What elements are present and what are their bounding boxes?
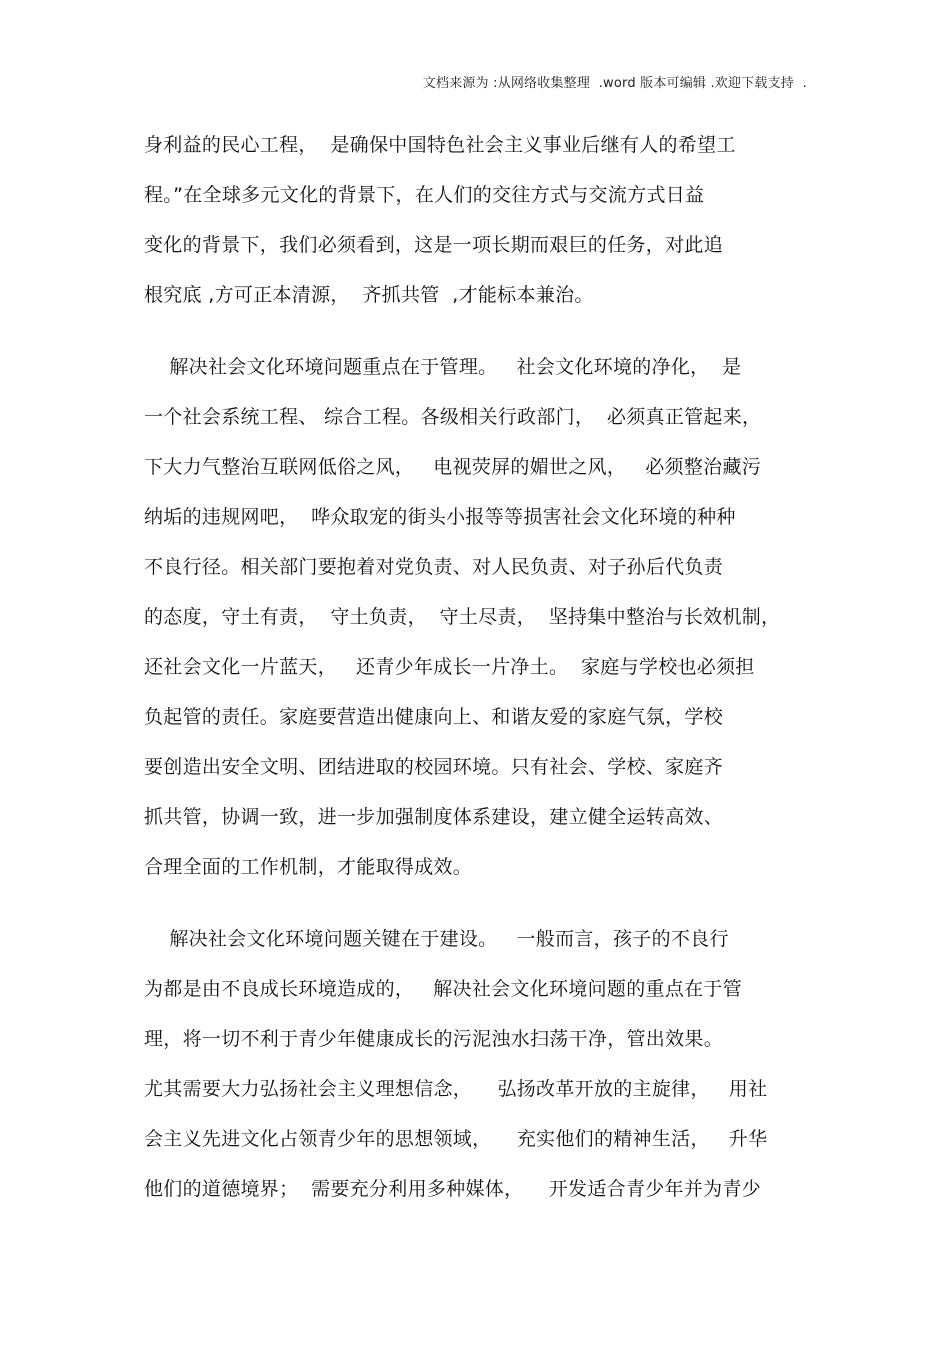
text-line: 变化的背景下，我们必须看到，这是一项长期而艰巨的任务，对此追 — [144, 234, 724, 256]
text-line: 解决社会文化环境问题重点在于管理。 社会文化环境的净化， 是 — [144, 356, 742, 378]
text-line: 为都是由不良成长环境造成的， 解决社会文化环境问题的重点在于管 — [144, 978, 743, 1000]
text-line: 要创造出安全文明、团结进取的校园环境。只有社会、学校、家庭齐 — [144, 756, 724, 778]
paragraph-gap — [144, 328, 806, 350]
text-line: 不良行径。相关部门要抱着对党负责、对人民负责、对子孙后代负责 — [144, 556, 724, 578]
text-line: 解决社会文化环境问题关键在于建设。 一般而言，孩子的不良行 — [144, 928, 729, 950]
text-line: 程。”在全球多元文化的背景下，在人们的交往方式与交流方式日益 — [144, 184, 705, 206]
text-line: 身利益的民心工程， 是确保中国特色社会主义事业后继有人的希望工 — [144, 134, 736, 156]
text-line: 负起管的责任。家庭要营造出健康向上、和谐友爱的家庭气氛，学校 — [144, 706, 724, 728]
text-line: 合理全面的工作机制，才能取得成效。 — [144, 856, 473, 878]
text-line: 他们的道德境界； 需要充分利用多种媒体， 开发适合青少年并为青少 — [144, 1178, 762, 1200]
source-note-header: 文档来源为 :从网络收集整理 .word 版本可编辑 .欢迎下载支持 . — [422, 76, 807, 91]
text-line: 抓共管，协调一致，进一步加强制度体系建设，建立健全运转高效、 — [144, 806, 724, 828]
document-body — [144, 128, 806, 1222]
text-line: 下大力气整治互联网低俗之风， 电视荧屏的媚世之风， 必须整治藏污 — [144, 456, 762, 478]
text-line: 会主义先进文化占领青少年的思想领域， 充实他们的精神生活， 升华 — [144, 1128, 768, 1150]
text-line: 纳垢的违规网吧， 哗众取宠的街头小报等等损害社会文化环境的种种 — [144, 506, 736, 528]
paragraph-3 — [144, 922, 806, 1222]
paragraph-1 — [144, 128, 806, 328]
paragraph-2 — [144, 350, 806, 900]
text-line: 一个社会系统工程、 综合工程。各级相关行政部门， 必须真正管起来， — [144, 406, 762, 428]
text-line: 的态度，守土有责， 守土负责， 守土尽责， 坚持集中整治与长效机制， — [144, 606, 781, 628]
text-line: 理，将一切不利于青少年健康成长的污泥浊水扫荡干净，管出效果。 — [144, 1028, 724, 1050]
paragraph-gap — [144, 900, 806, 922]
text-line: 根究底 ,方可正本清源， 齐抓共管 ,才能标本兼治。 — [144, 284, 594, 306]
text-line: 还社会文化一片蓝天， 还青少年成长一片净土。 家庭与学校也必须担 — [144, 656, 755, 678]
text-line: 尤其需要大力弘扬社会主义理想信念， 弘扬改革开放的主旋律， 用社 — [144, 1078, 768, 1100]
